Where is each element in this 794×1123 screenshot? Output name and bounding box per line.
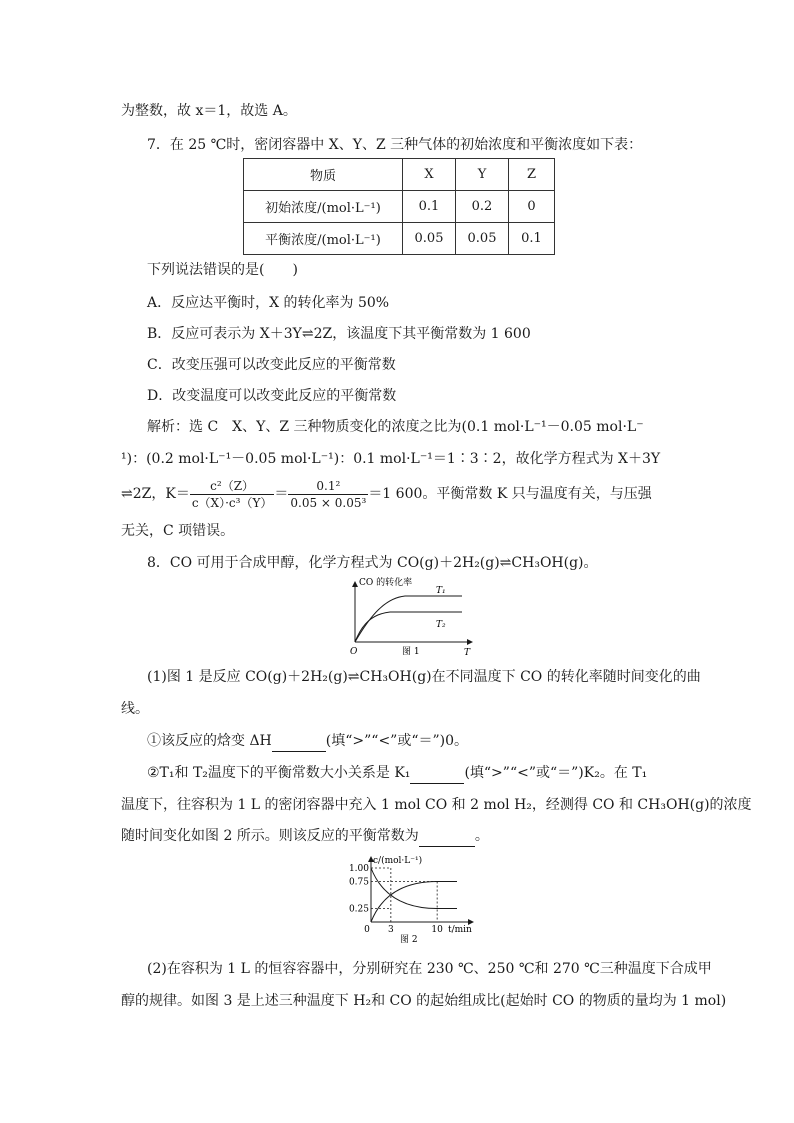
fig1-caption: 图 1 bbox=[402, 647, 420, 657]
concentration-table bbox=[243, 158, 555, 255]
q8-part2-line-1: (2)在容积为 1 L 的恒容容器中，分别研究在 230 ℃、250 ℃和 270 ℃三种温度下合成甲 bbox=[147, 961, 712, 977]
q8-sub2 bbox=[147, 763, 647, 784]
table-header-cell: Y bbox=[456, 159, 509, 191]
q8-sub1-pre: ①该反应的焓变 ΔH bbox=[147, 733, 272, 749]
table-header-cell: 物质 bbox=[244, 159, 403, 191]
q7-question: 下列说法错误的是( ) bbox=[147, 262, 298, 278]
q8-sub2-line-3 bbox=[121, 826, 489, 847]
top-text: 为整数，故 x＝1，故选 A。 bbox=[121, 103, 297, 119]
q8-sub1 bbox=[147, 731, 468, 752]
answer-blank-2[interactable] bbox=[410, 763, 464, 784]
q8-part1-line-1: (1)图 1 是反应 CO(g)＋2H₂(g)⇌CH₃OH(g)在不同温度下 CO 的转化率随时间变化的曲 bbox=[147, 669, 701, 685]
table-cell: 0.2 bbox=[456, 191, 509, 223]
q8-sub1-post: (填“>”“<”或“＝”)0。 bbox=[325, 733, 469, 749]
q7-option-d: D．改变温度可以改变此反应的平衡常数 bbox=[147, 388, 397, 404]
q8-sub2-line-3-post: 。 bbox=[474, 828, 489, 844]
analysis-line-1: 解析：选 C X、Y、Z 三种物质变化的浓度之比为(0.1 mol·L⁻¹－0.05 mol·L⁻ bbox=[147, 419, 644, 435]
fig2-y-tick-label: 1.00 bbox=[348, 864, 369, 874]
fig1-curve-t2 bbox=[355, 612, 462, 642]
fig1-ylabel: CO 的转化率 bbox=[359, 578, 413, 588]
q8-part1-line-2: 线。 bbox=[121, 701, 149, 717]
fig1-label-t2: T₂ bbox=[436, 620, 446, 630]
q8-part2-line-2: 醇的规律。如图 3 是上述三种温度下 H₂和 CO 的起始组成比(起始时 CO 的物质的量均为 1 mol) bbox=[121, 993, 727, 1009]
k-value-fraction bbox=[288, 478, 368, 511]
fig1-xlabel: T bbox=[464, 648, 471, 658]
table-cell: 0.1 bbox=[403, 191, 456, 223]
analysis-line-3-post: ＝1 600。平衡常数 K 只与温度有关，与压强 bbox=[368, 486, 652, 502]
table-cell: 0.1 bbox=[509, 223, 555, 255]
table-cell: 初始浓度/(mol·L⁻¹) bbox=[244, 191, 403, 223]
fig2-caption: 图 2 bbox=[400, 935, 418, 945]
fig2-y-tick-label: 0.75 bbox=[348, 877, 369, 888]
q7-option-a: A．反应达平衡时，X 的转化率为 50% bbox=[147, 295, 390, 311]
analysis-line-3 bbox=[121, 476, 652, 512]
table-cell: 0.05 bbox=[456, 223, 509, 255]
q8-sub2-post: (填“>”“<”或“＝”)K₂。在 T₁ bbox=[464, 765, 648, 781]
fig2-x-tick-label: 10 bbox=[431, 925, 443, 935]
fig2-xlabel: t/min bbox=[448, 925, 472, 935]
table-row bbox=[244, 223, 555, 255]
k-value-denominator: 0.05 × 0.05³ bbox=[290, 495, 367, 510]
table-cell: 0.05 bbox=[403, 223, 456, 255]
table-header-cell: X bbox=[403, 159, 456, 191]
fig2-x-tick-label: 0 bbox=[364, 925, 370, 935]
q8-sub2-line-3-pre: 随时间变化如图 2 所示。则该反应的平衡常数为 bbox=[121, 828, 419, 844]
q7-option-c: C．改变压强可以改变此反应的平衡常数 bbox=[147, 357, 396, 373]
k-value-numerator: 0.1² bbox=[288, 478, 368, 495]
table-row bbox=[244, 191, 555, 223]
q8-sub2-pre: ②T₁和 T₂温度下的平衡常数大小关系是 K₁ bbox=[147, 765, 411, 781]
answer-blank-1[interactable] bbox=[272, 731, 326, 752]
fig2-y-tick-label: 0.25 bbox=[348, 904, 369, 915]
figure-1 bbox=[340, 576, 480, 660]
analysis-line-3-pre: ⇌2Z，K＝ bbox=[121, 486, 190, 502]
fig2-curve-ch3oh bbox=[371, 882, 457, 923]
q7-option-b: B．反应可表示为 X＋3Y⇌2Z，该温度下其平衡常数为 1 600 bbox=[147, 326, 531, 342]
fig2-ylabel: c/(mol·L⁻¹) bbox=[373, 856, 423, 866]
analysis-line-4: 无关，C 项错误。 bbox=[121, 523, 235, 539]
equals-sign: ＝ bbox=[274, 486, 289, 502]
table-cell: 平衡浓度/(mol·L⁻¹) bbox=[244, 223, 403, 255]
q7-stem: 7．在 25 ℃时，密闭容器中 X、Y、Z 三种气体的初始浓度和平衡浓度如下表： bbox=[147, 137, 643, 153]
figure-2 bbox=[340, 852, 480, 946]
k-expression-denominator: c（X）·c³（Y） bbox=[191, 495, 273, 510]
fig2-curve-co bbox=[371, 868, 457, 909]
q8-stem: 8．CO 可用于合成甲醇，化学方程式为 CO(g)＋2H₂(g)⇌CH₃OH(g)。 bbox=[147, 555, 598, 571]
fig1-origin: O bbox=[350, 647, 358, 657]
analysis-line-2: ¹)：(0.2 mol·L⁻¹－0.05 mol·L⁻¹)：0.1 mol·L⁻¹＝1∶3∶2，故化学方程式为 X＋3Y bbox=[121, 451, 661, 467]
table-header-row bbox=[244, 159, 555, 191]
q8-sub2-line-2: 温度下，往容积为 1 L 的密闭容器中充入 1 mol CO 和 2 mol H₂，经测得 CO 和 CH₃OH(g)的浓度 bbox=[121, 797, 752, 813]
fig1-label-t1: T₁ bbox=[436, 586, 446, 596]
k-expression-fraction bbox=[190, 478, 275, 511]
table-cell: 0 bbox=[509, 191, 555, 223]
answer-blank-3[interactable] bbox=[419, 826, 475, 847]
table-header-cell: Z bbox=[509, 159, 555, 191]
k-expression-numerator: c²（Z） bbox=[190, 478, 275, 495]
fig2-x-tick-label: 3 bbox=[387, 925, 394, 935]
